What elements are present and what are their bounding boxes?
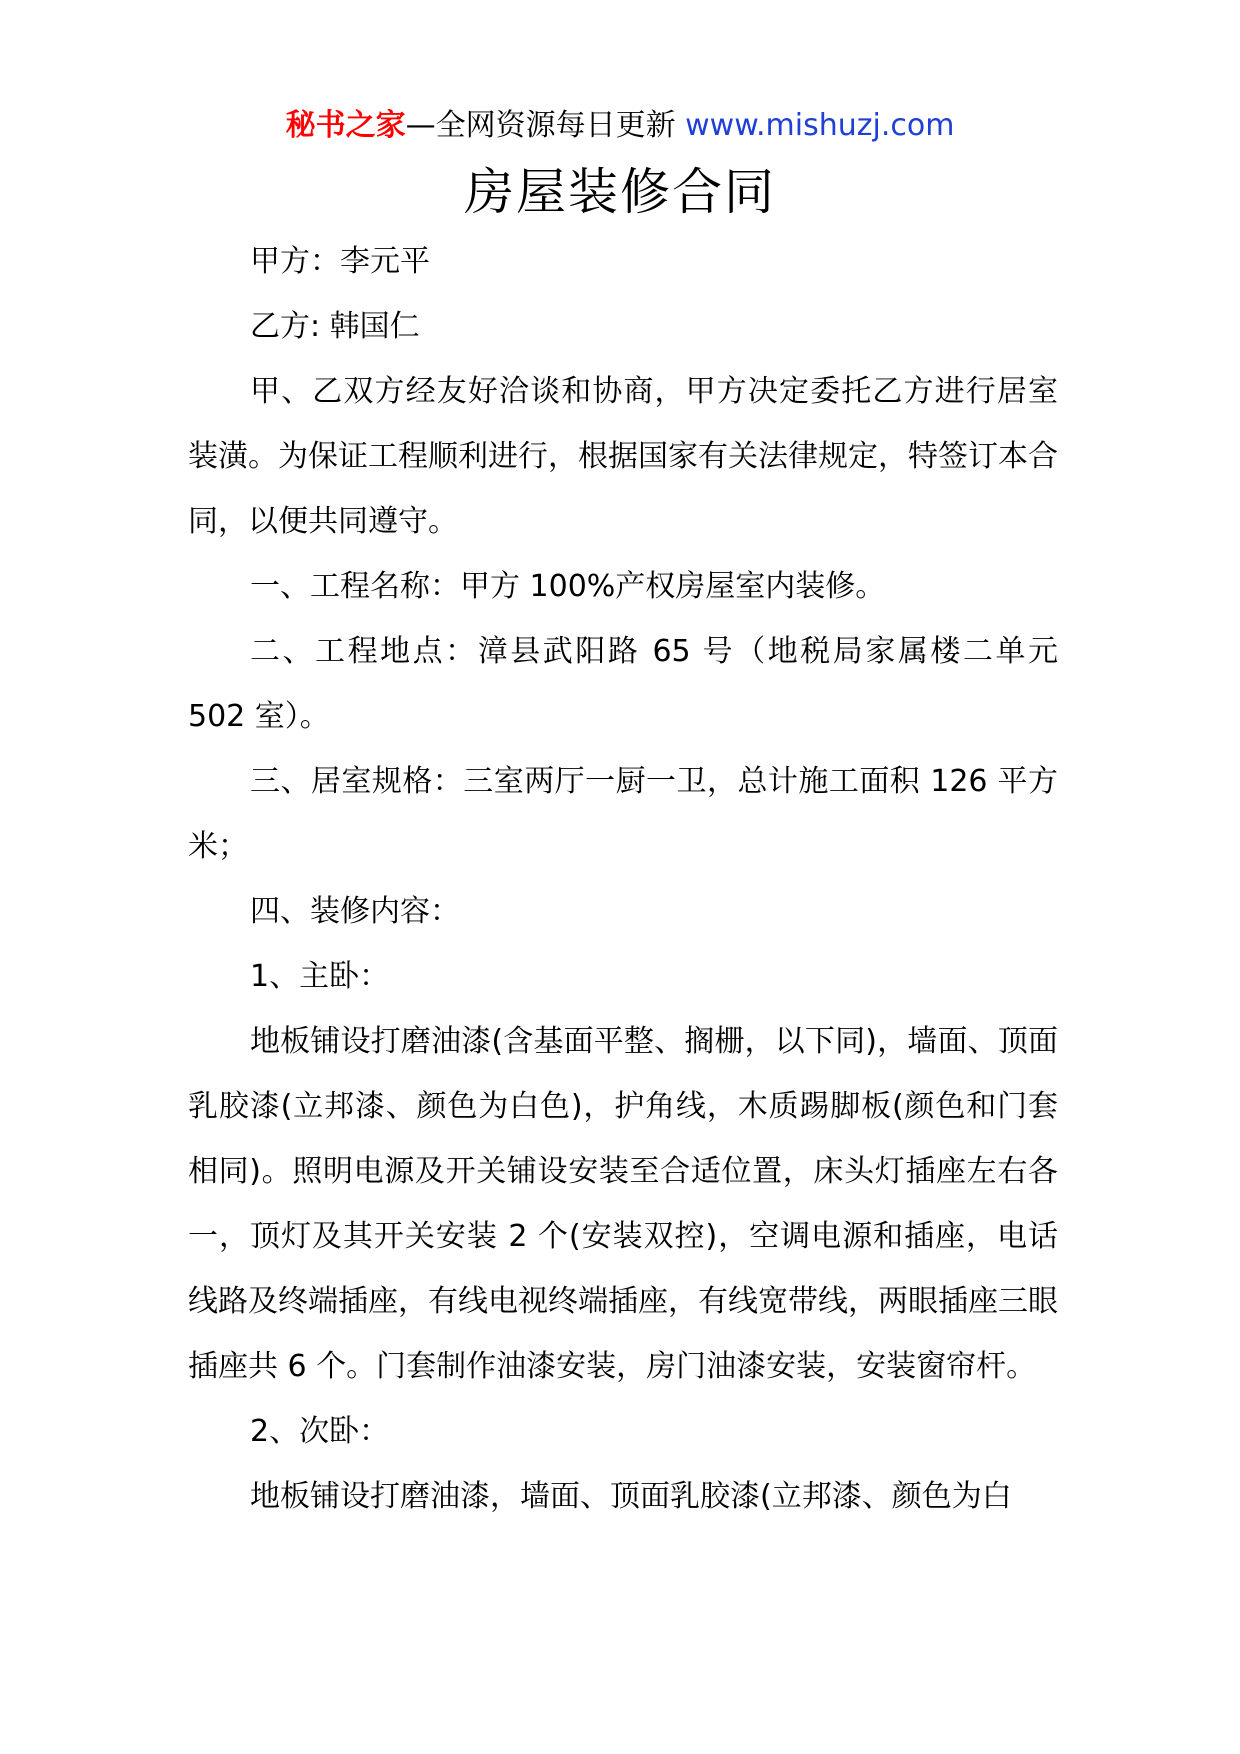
- site-brand: 秘书之家: [285, 108, 406, 143]
- party-a-line: 甲方：李元平: [250, 244, 430, 279]
- site-header: [0, 104, 1240, 148]
- clause-project-name: 一、工程名称：甲方 100%产权房屋室内装修。: [250, 569, 886, 604]
- second-bedroom-details: 地板铺设打磨油漆，墙面、顶面乳胶漆(立邦漆、颜色为白: [250, 1479, 1012, 1514]
- site-url-link[interactable]: www.mishuzj.com: [685, 108, 955, 143]
- party-b-line: 乙方: 韩国仁: [250, 309, 420, 344]
- subheading-master-bedroom: 1、主卧：: [250, 959, 390, 994]
- clause-room-spec: 三、居室规格：三室两厅一厨一卫，总计施工面积 126 平方米；: [188, 764, 1058, 864]
- site-tagline: —全网资源每日更新: [405, 108, 676, 143]
- document-body: [188, 229, 1058, 1529]
- preamble-paragraph: 甲、乙双方经友好洽谈和协商，甲方决定委托乙方进行居室装潢。为保证工程顺利进行，根据国家有关法律规定，特签订本合同，以便共同遵守。: [188, 374, 1058, 539]
- master-bedroom-details: 地板铺设打磨油漆(含基面平整、搁栅，以下同)，墙面、顶面乳胶漆(立邦漆、颜色为白色)，护角线，木质踢脚板(颜色和门套相同)。照明电源及开关铺设安装至合适位置，床头灯插座左右各一，顶灯及其开关安装 2 个(安装双控)，空调电源和插座，电话线路及终端插座，有线电视终端插座，有线宽带线，两眼插座三眼插座共 6 个。门套制作油漆安装，房门油漆安装，安装窗帘杆。: [188, 1024, 1058, 1384]
- clause-decoration-content: 四、装修内容：: [250, 894, 460, 929]
- clause-project-location: 二、工程地点：漳县武阳路 65 号（地税局家属楼二单元 502 室）。: [188, 634, 1058, 734]
- subheading-second-bedroom: 2、次卧：: [250, 1414, 390, 1449]
- document-title: 房屋装修合同: [464, 163, 776, 221]
